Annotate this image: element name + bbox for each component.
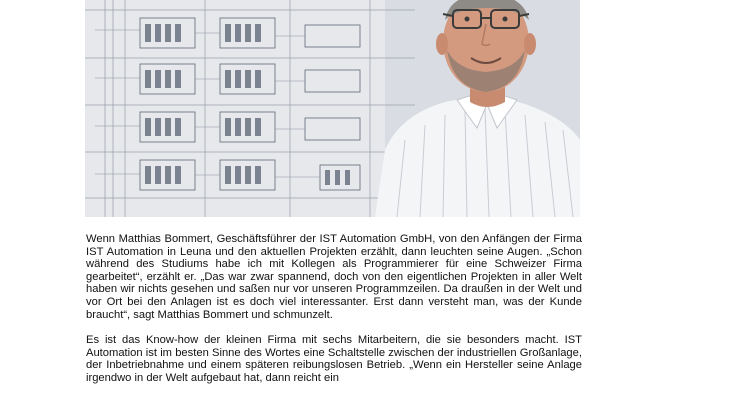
paragraph-2: Es ist das Know-how der kleinen Firma mit sechs Mitarbeitern, die sie besonders macht. IST Automation ist im besten Sinne des Wortes eine Schaltstelle zwischen der industriellen Großanlage, der Inbetriebnahme und einem späteren reibungslosen Betrieb. „Wenn ein Hersteller seine Anlage irgendwo in der Welt aufgebaut hat, dann reicht ein: [86, 334, 582, 384]
photo-illustration: [85, 0, 580, 217]
paragraph-1: Wenn Matthias Bommert, Geschäftsführer der IST Automation GmbH, von den Anfängen der Firma IST Automation in Leuna und den aktuellen Projekten erzählt, dann leuchten seine Augen. „Schon während des Studiums habe ich mit Kollegen als Programmierer für eine Schweizer Firma gearbeitet“, erzählt er. „Das war zwar spannend, doch von den eigentlichen Projekten in aller Welt haben wir nichts gesehen und saßen nur vor unseren Programmzeilen. Da draußen in der Welt und vor Ort bei den Anlagen ist es doch viel interessanter. Erst dann versteht man, was der Kunde braucht“, sagt Matthias Bommert und schmunzelt.: [86, 233, 582, 321]
article-photo: [85, 0, 580, 217]
article-body: [86, 233, 582, 398]
